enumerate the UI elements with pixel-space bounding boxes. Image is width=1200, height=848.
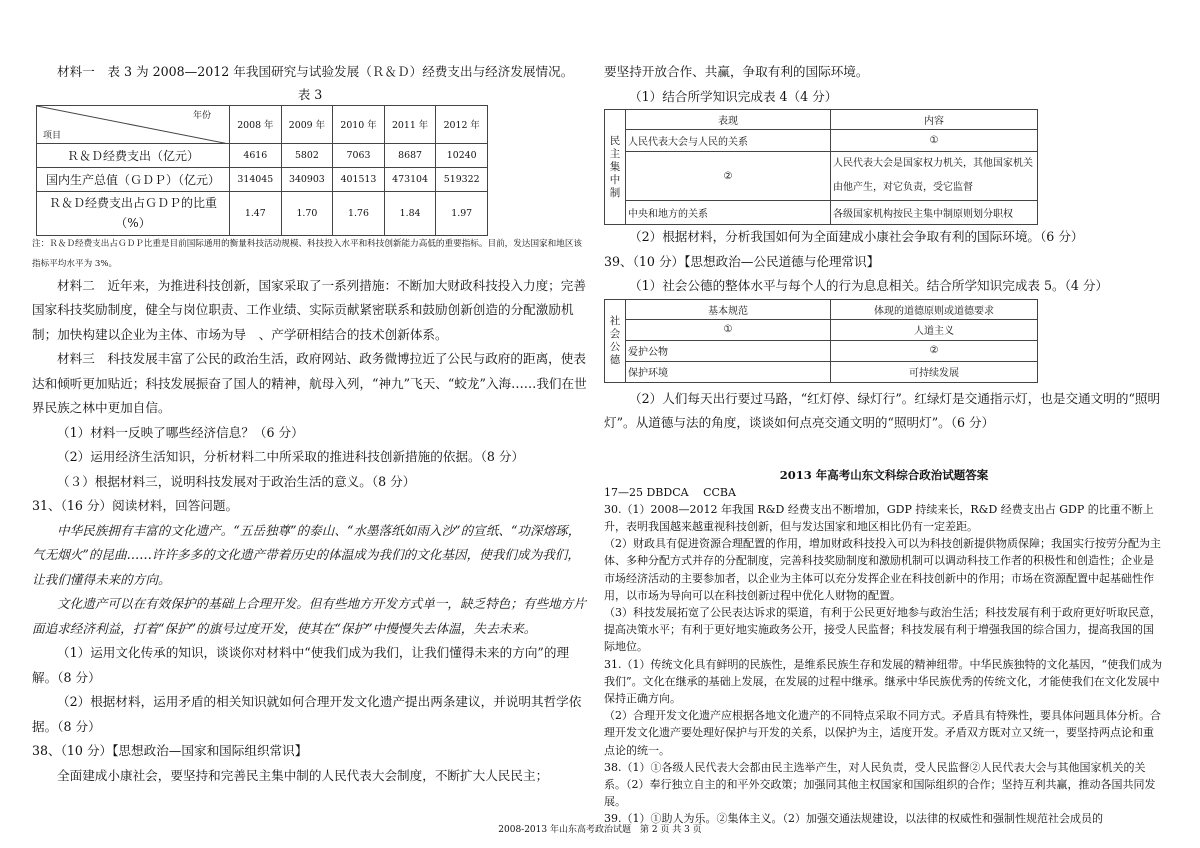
answers-title: 2013 年高考山东文科综合政治试题答案 bbox=[779, 467, 989, 482]
row-label: Ｒ＆Ｄ经费支出（亿元） bbox=[37, 143, 230, 167]
corner-item-label: 项目 bbox=[43, 130, 62, 141]
table-cell: 1.76 bbox=[333, 191, 385, 235]
table-cell: 519322 bbox=[436, 167, 488, 191]
table-cell: 可持续发展 bbox=[831, 361, 1038, 382]
table-cell: 1.84 bbox=[384, 191, 436, 235]
table-cell: 314045 bbox=[230, 167, 282, 191]
table-cell: 中央和地方的关系 bbox=[626, 201, 831, 225]
question-38-material: 全面建成小康社会，要坚持和完善民主集中制的人民代表大会制度，不断扩大人民民主； bbox=[57, 767, 549, 783]
table-4 bbox=[604, 109, 1038, 225]
table-head: 体现的道德原则或道德要求 bbox=[831, 299, 1038, 319]
material-2: 材料二 近年来，为推进科技创新，国家采取了一系列措施：不断加大财政科技投入力度；完善国家科技奖励制度，健全与岗位职责、工作业绩、实际贡献紧密联系和鼓励创新创造的分配激励机制；加快构建以企业为主体、市场为导 、产学研相结合的技术创新体系。 bbox=[32, 277, 586, 342]
question-3: （３）根据材料三，说明科技发展对于政治生活的意义。（8 分） bbox=[57, 473, 416, 489]
year-header: 2008 年 bbox=[230, 105, 282, 143]
material-1-intro: 材料一 表 3 为 2008—2012 年我国研究与试验发展（Ｒ＆Ｄ）经费支出与经济发展情况。 bbox=[57, 64, 574, 79]
question-31-material-2: 文化遗产可以在有效保护的基础上合理开发。但有些地方开发方式单一，缺乏特色；有些地方片面追求经济利益，打着“保护”的旗号过度开发，使其在“保护”中慢慢失去体温，失去未来。 bbox=[32, 596, 586, 636]
year-header: 2012 年 bbox=[436, 105, 488, 143]
table-cell: 保护环境 bbox=[626, 361, 831, 382]
year-header: 2011 年 bbox=[384, 105, 436, 143]
question-38-1: （1）结合所学知识完成表 4（4 分） bbox=[629, 88, 838, 104]
year-header: 2010 年 bbox=[333, 105, 385, 143]
table-5 bbox=[604, 299, 1038, 383]
table-3-caption: 表 3 bbox=[297, 86, 323, 102]
table-cell: ② bbox=[831, 340, 1038, 361]
question-31-2: （2）根据材料，运用矛盾的相关知识就如何合理开发文化遗产提出两条建议，并说明其哲学依据。（8 分） bbox=[32, 694, 582, 734]
question-38-title: 38、（10 分）【思想政治—国家和国际组织常识】 bbox=[32, 743, 308, 758]
answer-item: （3）科技发展拓宽了公民表达诉求的渠道，有利于公民更好地参与政治生活；科技发展有利于政府更好听取民意，提高决策水平；有利于更好地实施政务公开，接受人民监督；科技发展有利于增强我国的综合国力，提高我国的国际地位。 bbox=[604, 605, 1161, 654]
corner-year-label: 年份 bbox=[192, 110, 211, 121]
question-31-material-1: 中华民族拥有丰富的文化遗产。“五岳独尊”的泰山、“水墨落纸如雨入沙”的宣纸、“功深熔琢，气无烟火”的昆曲……许许多多的文化遗产带着历史的体温成为我们的文化基因，使我们成为我们，让我们懂得未来的方向。 bbox=[32, 522, 581, 587]
question-31-title: 31、（16 分）阅读材料，回答问题。 bbox=[32, 498, 239, 513]
table-3 bbox=[36, 105, 488, 236]
table-cell: ② bbox=[626, 152, 831, 201]
table-cell: 473104 bbox=[384, 167, 436, 191]
answer-item: 38.（1）①各级人民代表大会都由民主选举产生，对人民负责，受人民监督②人民代表大会与其他国家机关的关系。（2）奉行独立自主的和平外交政策；加强同其他主权国家和国际组织的合作；坚持互利共赢，推动各国共同发展。 bbox=[604, 760, 1156, 809]
row-label: 国内生产总值（ＧＤＰ）（亿元） bbox=[37, 167, 230, 191]
table-row bbox=[605, 201, 1038, 225]
table-cell: 人民代表大会与人民的关系 bbox=[626, 130, 831, 152]
answer-item: （2）财政具有促进资源合理配置的作用，增加财政科技投入可以为科技创新提供物质保障；我国实行按劳分配为主体、多种分配方式并存的分配制度，完善科技奖励制度和激励机制可以调动科技工作者的积极性和创造性；企业是市场经济活动的主要参加者，以企业为主体可以充分发挥企业在科技创新中的作用；市场在资源配置中起基础性作用，以市场为导向可以在科技创新过程中优化人财物的配置。 bbox=[604, 537, 1161, 602]
table-cell: ① bbox=[831, 130, 1038, 152]
table-row bbox=[37, 143, 488, 167]
question-38-material-cont: 要坚持开放合作、共赢，争取有利的国际环境。 bbox=[604, 64, 869, 79]
page-footer: 2008-2013 年山东高考政治试题 第 2 页 共 3 页 bbox=[498, 825, 702, 835]
answer-item: 31.（1）传统文化具有鲜明的民族性，是维系民族生存和发展的精神纽带。中华民族独特的文化基因，“使我们成为我们”。文化在继承的基础上发展，在发展的过程中继承。继承中华民族优秀的传统文化，才能使我们在文化发展中保持正确方向。 bbox=[604, 657, 1163, 705]
table-row bbox=[605, 152, 1038, 201]
table-cell: 人道主义 bbox=[831, 319, 1038, 340]
answer-item: （2）合理开发文化遗产应根据各地文化遗产的不同特点采取不同方式。矛盾具有特殊性，要具体问题具体分析。合理开发文化遗产要处理好保护与开发的关系，以保护为主，适度开发。矛盾双方既对立又统一，要坚持两点论和重点论的统一。 bbox=[604, 709, 1161, 757]
table-cell: 1.47 bbox=[230, 191, 282, 235]
table-cell: 401513 bbox=[333, 167, 385, 191]
table-cell: 5802 bbox=[281, 143, 333, 167]
table-cell: 人民代表大会是国家权力机关，其他国家机关由他产生，对它负责，受它监督 bbox=[831, 152, 1038, 201]
question-2: （2）运用经济生活知识，分析材料二中所采取的推进科技创新措施的依据。（8 分） bbox=[57, 449, 525, 464]
table-cell: 1.70 bbox=[281, 191, 333, 235]
table-cell: 1.97 bbox=[436, 191, 488, 235]
table-cell: ① bbox=[626, 319, 831, 340]
table-head: 内容 bbox=[831, 110, 1038, 130]
table-cell: 4616 bbox=[230, 143, 282, 167]
table-row bbox=[37, 167, 488, 191]
table-cell: 8687 bbox=[384, 143, 436, 167]
answer-item: 39.（1）①助人为乐。②集体主义。（2）加强交通法规建设，以法律的权威性和强制性规范社会成员的 bbox=[604, 812, 1103, 826]
table-cell: 各级国家机构按民主集中制原则划分职权 bbox=[831, 201, 1038, 225]
table-row bbox=[605, 340, 1038, 361]
question-38-2: （2）根据材料，分析我国如何为全面建成小康社会争取有利的国际环境。（6 分） bbox=[629, 229, 1084, 244]
question-1: （1）材料一反映了哪些经济信息？（6 分） bbox=[57, 424, 304, 440]
table-row bbox=[605, 319, 1038, 340]
table-cell: 爱护公物 bbox=[626, 340, 831, 361]
table-cell: 340903 bbox=[281, 167, 333, 191]
table-row bbox=[605, 130, 1038, 152]
table-3-note: 注：Ｒ＆Ｄ经费支出占ＧＤＰ比重是目前国际通用的衡量科技活动规模、科技投入水平和科技创新能力高低的重要指标。目前，发达国家和地区该指标平均水平为 3%。 bbox=[32, 238, 583, 269]
table-head: 基本规范 bbox=[626, 299, 831, 319]
table-row bbox=[605, 361, 1038, 382]
right-column bbox=[604, 60, 1164, 828]
answer-item: 30.（1）2008—2012 年我国 R&D 经费支出不断增加，GDP 持续来长，R&D 经费支出占 GDP 的比重不断上升，表明我国越来越重视科技创新，但与发达国家和地区相比仍有一定差距。 bbox=[604, 502, 1154, 533]
answer-item: 17—25 DBDCA CCBA bbox=[604, 485, 736, 499]
row-label: Ｒ＆Ｄ经费支出占ＧＤＰ的比重（%） bbox=[37, 191, 230, 235]
table-cell: 7063 bbox=[333, 143, 385, 167]
table-5-side-label: 社会公德 bbox=[605, 299, 626, 382]
table-row bbox=[37, 191, 488, 235]
year-header: 2009 年 bbox=[281, 105, 333, 143]
table-head: 表现 bbox=[626, 110, 831, 130]
table-cell: 10240 bbox=[436, 143, 488, 167]
answers bbox=[604, 484, 1164, 828]
table-3-corner bbox=[37, 105, 230, 143]
question-39-2: （2）人们每天出行要过马路，“红灯停、绿灯行”。红绿灯是交通指示灯，也是交通文明的“照明灯”。从道德与法的角度，谈谈如何点亮交通文明的“照明灯”。（6 分） bbox=[604, 390, 1161, 430]
question-39-title: 39、（10 分）【思想政治—公民道德与伦理常识】 bbox=[604, 253, 880, 269]
left-column bbox=[32, 60, 588, 788]
question-39-1: （1）社会公德的整体水平与每个人的行为息息相关。结合所学知识完成表 5。（4 分） bbox=[629, 278, 1109, 293]
table-4-side-label: 民主集中制 bbox=[605, 110, 626, 225]
question-31-1: （1）运用文化传承的知识，谈谈你对材料中“使我们成为我们，让我们懂得未来的方向”的理解。（8 分） bbox=[32, 645, 570, 685]
material-3: 材料三 科技发展丰富了公民的政治生活，政府网站、政务微博拉近了公民与政府的距离，使表达和倾听更加贴近；科技发展振奋了国人的精神，航母入列，“神九”飞天、“蛟龙”入海……我们在世界民族之林中更加自信。 bbox=[32, 351, 587, 415]
